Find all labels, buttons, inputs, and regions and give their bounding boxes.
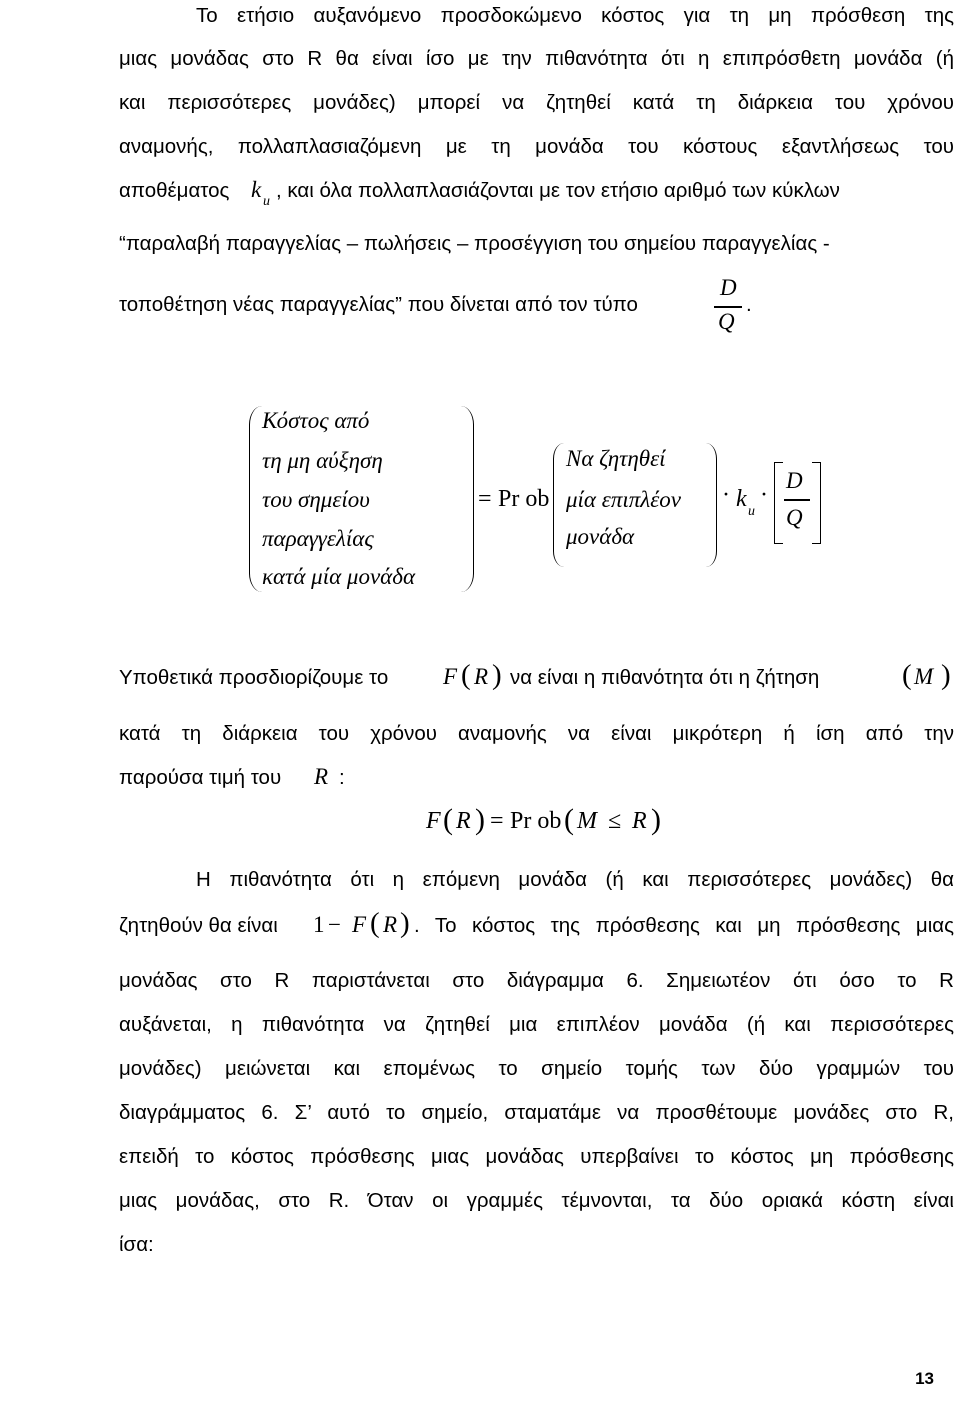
math-minus: − xyxy=(328,912,341,937)
k-subscript: u xyxy=(748,504,755,519)
f2-F: F xyxy=(426,808,441,834)
para3-line2-end: . Το κόστος της πρόσθεσης και μη πρόσθεσης μιας xyxy=(414,914,954,937)
multiply-dot-2: · xyxy=(760,482,768,508)
left-paren-prob xyxy=(553,443,564,567)
f2-leq: ≤ xyxy=(608,808,622,834)
equals-sign: = xyxy=(478,486,492,512)
para2-line3-start: παρούσα τιμή του xyxy=(119,766,282,789)
math-F-2: F xyxy=(352,912,367,937)
math-M: M xyxy=(914,664,934,689)
math-F: F xyxy=(443,664,458,689)
math-R: R xyxy=(474,664,489,689)
cost-line-5: κατά μία μονάδα xyxy=(262,564,416,589)
para3-line4: αυξάνεται, η πιθανότητα να ζητηθεί μια επιπλέον μονάδα (ή και περισσότερες xyxy=(119,1013,954,1036)
cost-line-3: του σημείου xyxy=(262,487,370,512)
para1-line1: Το ετήσιο αυξανόμενο προσδοκώμενο κόστος για τη μη πρόσθεση της xyxy=(196,4,954,27)
math-k-subscript: u xyxy=(263,194,270,209)
math-R-2: R xyxy=(314,764,329,789)
event-line-2: μία επιπλέον xyxy=(566,487,681,512)
f2-R2: R xyxy=(632,808,647,834)
cost-line-1: Κόστος από xyxy=(262,408,370,433)
bracket-frac-den: Q xyxy=(786,505,803,530)
para3-line1: Η πιθανότητα ότι η επόμενη μονάδα (ή και περισσότερες μονάδες) θα xyxy=(196,868,954,891)
multiply-dot: · xyxy=(722,482,730,508)
para1-line7: τοποθέτηση νέας παραγγελίας” που δίνεται από τον τύπο xyxy=(119,293,638,316)
paren-close-3: ) xyxy=(400,907,410,939)
event-line-3: μονάδα xyxy=(566,524,635,549)
f2-paren-open-2: ( xyxy=(564,803,574,836)
event-line-1: Να ζητηθεί xyxy=(566,446,666,471)
para2-line1-mid: να είναι η πιθανότητα ότι η ζήτηση xyxy=(510,666,820,689)
f2-M: M xyxy=(577,808,597,834)
math-R-3: R xyxy=(383,912,398,937)
left-paren xyxy=(249,406,262,592)
para1-line2: μιας μονάδας στο R θα είναι ίσο με την πιθανότητα ότι η επιπρόσθετη μονάδα (ή xyxy=(119,47,954,70)
para1-line3: και περισσότερες μονάδες) μπορεί να ζητηθεί κατά τη διάρκεια του χρόνου xyxy=(119,91,954,114)
f2-prob: Pr ob xyxy=(510,808,562,834)
k-symbol: k xyxy=(736,486,747,512)
bracket-fraction-bar xyxy=(784,499,810,501)
cost-line-4: παραγγελίας xyxy=(262,526,374,551)
para3-line3: μονάδας στο R παριστάνεται στο διάγραμμα 6. Σημειωτέον ότι όσο το R xyxy=(119,969,954,992)
para3-line7: επειδή το κόστος πρόσθεσης μιας μονάδας υπερβαίνει το κόστος μη πρόσθεσης xyxy=(119,1145,954,1168)
cost-line-2: τη μη αύξηση xyxy=(262,448,383,473)
f2-R: R xyxy=(456,808,471,834)
left-bracket xyxy=(774,462,783,544)
para1-line5-end: , και όλα πολλαπλασιάζονται με τον ετήσιο αριθμό των κύκλων xyxy=(276,179,840,202)
paren-open-M: ( xyxy=(902,659,912,691)
paren-close: ) xyxy=(492,659,502,691)
f2-equals: = xyxy=(490,808,504,834)
para3-line8: μιας μονάδας, στο R. Όταν οι γραμμές τέμνονται, τα δύο οριακά κόστη είναι xyxy=(119,1189,954,1212)
frac-numerator: D xyxy=(720,275,737,300)
f2-paren-close-2: ) xyxy=(651,803,661,836)
bracket-frac-num: D xyxy=(786,468,803,493)
prob-operator: Pr ob xyxy=(498,486,550,512)
right-bracket xyxy=(812,462,821,544)
para3-line6: διαγράμματος 6. Σ’ αυτό το σημείο, σταματάμε να προσθέτουμε μονάδες στο R, xyxy=(119,1101,954,1124)
para2-line1-start: Υποθετικά προσδιορίζουμε το xyxy=(119,666,389,689)
page-number: 13 xyxy=(915,1369,934,1388)
paren-close-M: ) xyxy=(941,659,951,691)
paren-open-3: ( xyxy=(370,907,380,939)
para1-line5-start: αποθέματος xyxy=(119,179,230,202)
para3-line2-start: ζητηθούν θα είναι xyxy=(119,914,278,937)
f2-paren-open: ( xyxy=(443,803,453,836)
right-paren-prob xyxy=(706,443,717,567)
frac-denominator: Q xyxy=(718,309,735,334)
para1-line6: “παραλαβή παραγγελίας – πωλήσεις – προσέγγιση του σημείου παραγγελίας - xyxy=(119,232,830,255)
math-k: k xyxy=(251,177,262,202)
f2-paren-close: ) xyxy=(475,803,485,836)
para3-line9: ίσα: xyxy=(119,1233,154,1256)
para2-line2: κατά τη διάρκεια του χρόνου αναμονής να είναι μικρότερη ή ίση από την xyxy=(119,722,954,745)
fraction-bar xyxy=(714,306,742,308)
sentence-period: . xyxy=(746,293,752,316)
colon: : xyxy=(339,766,345,789)
math-one: 1 xyxy=(313,912,325,937)
para1-line4: αναμονής, πολλαπλασιαζόμενη με τη μονάδα του κόστους εξαντλήσεως του xyxy=(119,135,954,158)
right-paren xyxy=(461,406,474,592)
para3-line5: μονάδες) μειώνεται και επομένως το σημείο τομής των δύο γραμμών του xyxy=(119,1057,954,1080)
paren-open: ( xyxy=(461,659,471,691)
